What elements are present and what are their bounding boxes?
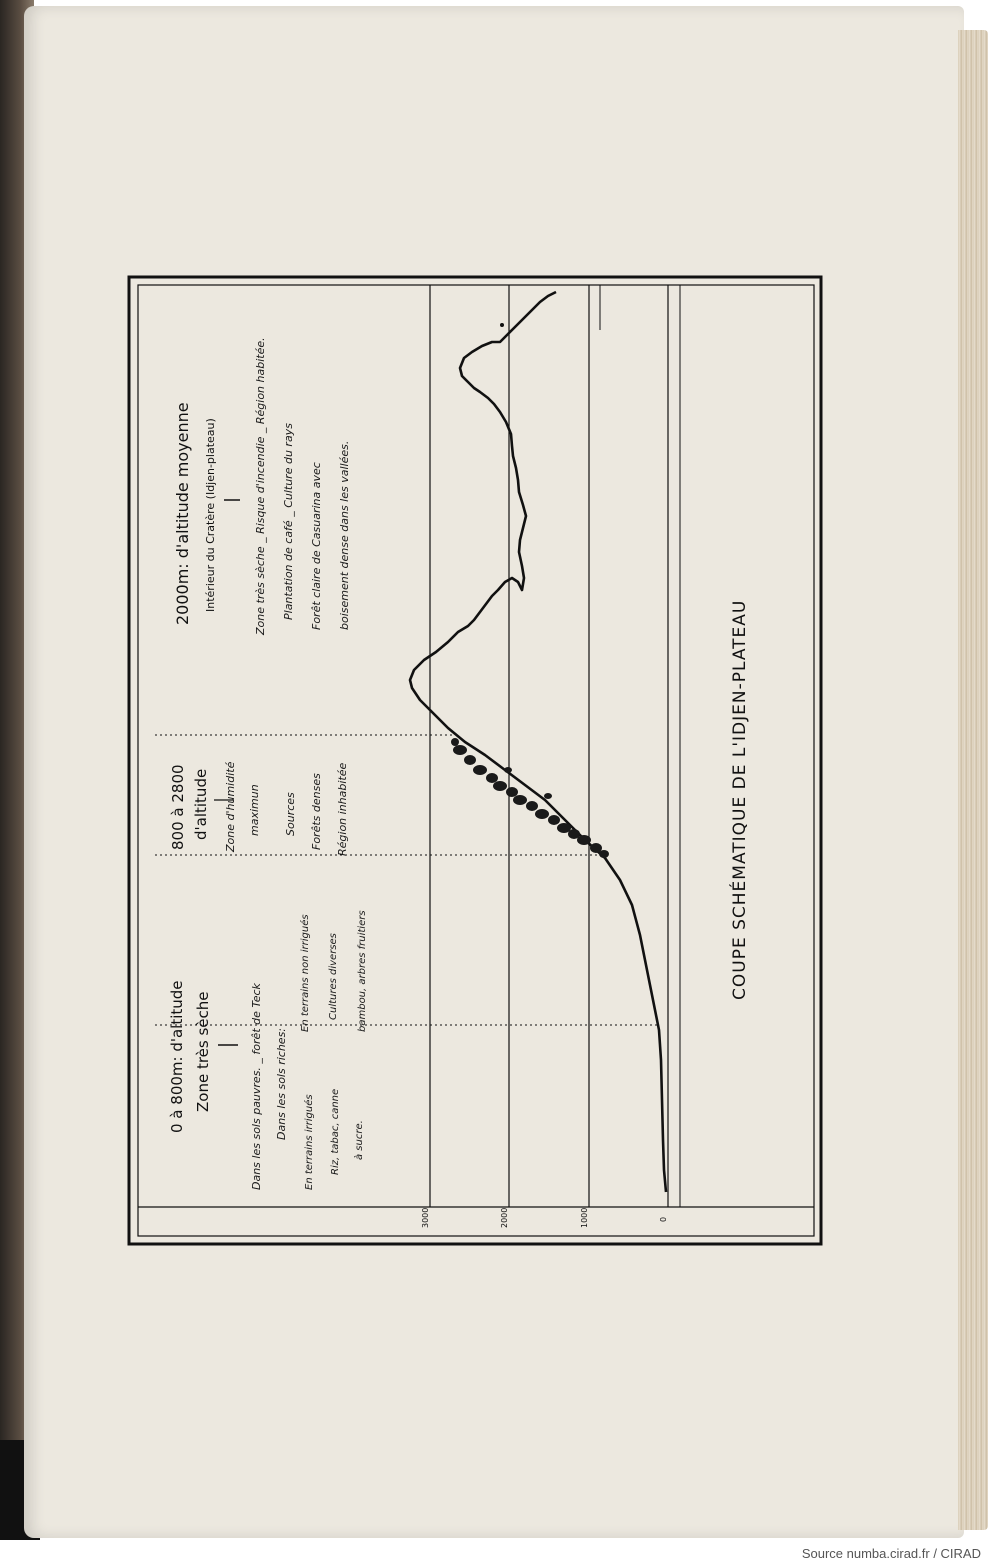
zone-mid-line-3: Sources — [284, 792, 297, 836]
zone-high-line-2: Plantation de café _ Culture du rays — [282, 423, 295, 620]
tick-2000: 2000 — [500, 1207, 509, 1228]
zone-low-heading-1: 0 à 800m: d'altitude — [168, 980, 186, 1133]
zone-low-line-7: Cultures diverses — [328, 933, 339, 1020]
zone-mid-line-2: maximun — [248, 784, 261, 836]
terrain-profile-line — [410, 292, 666, 1192]
tick-0: 0 — [659, 1216, 668, 1222]
zone-low-line-3: En terrains irrigués — [304, 1094, 315, 1190]
zone-mid-line-1: Zone d'humidité — [224, 761, 237, 852]
zone-high-heading-2: Intérieur du Cratère (Idjen-plateau) — [204, 418, 217, 612]
zone-low-line-1: Dans les sols pauvres. _ forêt de Teck — [250, 983, 263, 1190]
zone-mid-text — [169, 761, 349, 856]
zone-high-line-3: Forêt claire de Casuarina avec — [310, 462, 323, 630]
source-credit: Source numba.cirad.fr / CIRAD — [801, 1546, 981, 1561]
tick-3000: 3000 — [421, 1207, 430, 1228]
inner-frame — [138, 285, 814, 1236]
zone-high-line-4: boisement dense dans les vallées. — [338, 440, 351, 630]
profile-dot — [500, 323, 504, 327]
tick-1000: 1000 — [580, 1207, 589, 1228]
diagram-caption: COUPE SCHÉMATIQUE DE L'IDJEN-PLATEAU — [730, 599, 750, 1000]
zone-low-line-8: bambou, arbres fruitiers — [357, 910, 368, 1032]
zone-low-line-4: Riz, tabac, canne — [330, 1088, 341, 1175]
zone-high-text — [173, 337, 351, 636]
zone-low-line-6: En terrains non irrigués — [300, 914, 311, 1032]
zone-low-line-2: Dans les sols riches: — [275, 1027, 288, 1140]
zone-high-heading-1: 2000m: d'altitude moyenne — [173, 402, 192, 625]
zone-high-line-1: Zone très sèche _ Risque d'incendie _ Région habitée. — [254, 337, 267, 635]
zone-mid-line-4: Forêts denses — [310, 773, 323, 850]
zone-mid-heading-2: d'altitude — [192, 768, 210, 840]
zone-low-line-5: à sucre. — [354, 1120, 365, 1160]
forest-band — [451, 738, 609, 858]
zone-mid-heading-1: 800 à 2800 — [169, 764, 187, 850]
zone-mid-line-5: Région inhabitée — [336, 762, 349, 856]
zone-low-text — [168, 910, 368, 1190]
zone-low-heading-2: Zone très sèche — [194, 991, 212, 1112]
